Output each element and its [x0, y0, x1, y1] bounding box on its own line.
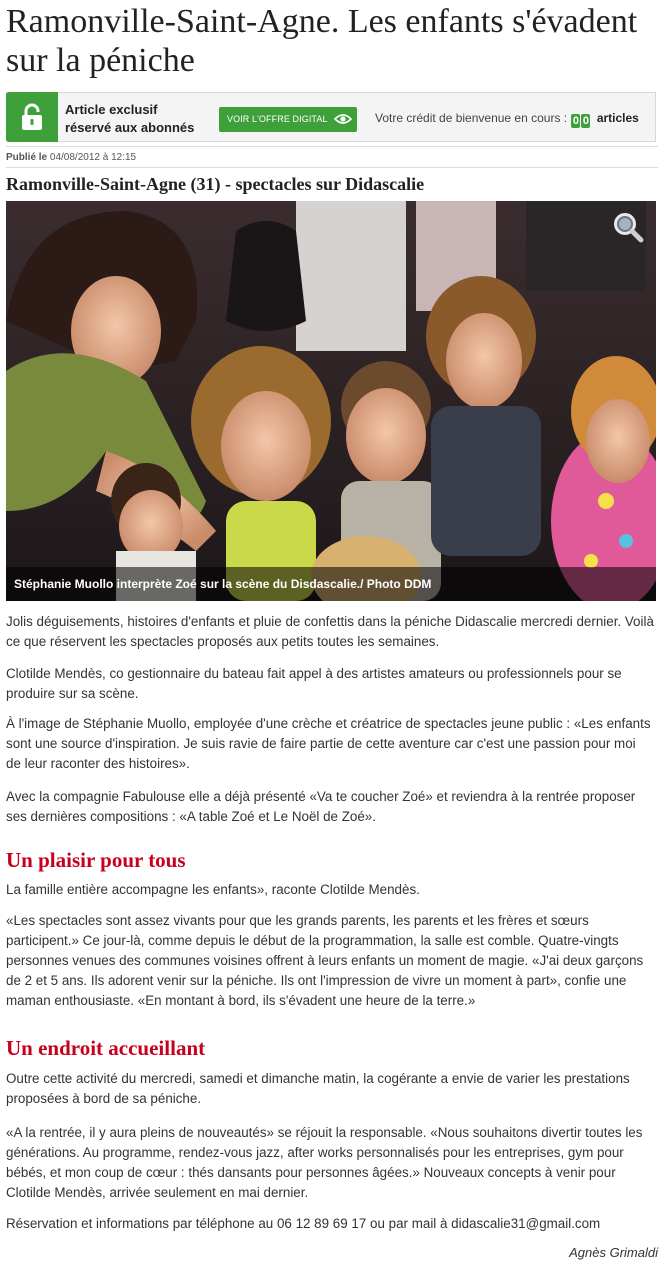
paragraph: Outre cette activité du mercredi, samedi et dimanche matin, la cogérante a envie de varier les prestations proposées à bord de sa péniche.: [6, 1071, 630, 1106]
exclusive-line-1: Article exclusif: [65, 102, 158, 117]
paragraph: Réservation et informations par téléphone au 06 12 89 69 17 ou par mail à didascalie31@gmail.com: [6, 1216, 601, 1231]
welcome-credit: [375, 111, 639, 128]
eye-icon: [334, 112, 352, 131]
digital-offer-button[interactable]: [219, 107, 357, 132]
divider: [6, 146, 658, 147]
published-label: Publié le: [6, 152, 48, 163]
credit-digit: 0: [572, 115, 580, 127]
credit-unit: articles: [596, 111, 639, 125]
article-title: Ramonville-Saint-Agne. Les enfants s'évadent sur la péniche: [6, 3, 638, 79]
subscriber-banner: [6, 92, 656, 142]
paragraph: À l'image de Stéphanie Muollo, employée d'une crèche et créatrice de spectacles jeune public : «Les enfants sont une source d'inspiration. Je suis ravie de faire partie de cette aventure car c'est une passion pour moi de leur raconter des histoires».: [6, 716, 651, 771]
section-heading: Un endroit accueillant: [6, 1036, 206, 1060]
paragraph: Jolis déguisements, histoires d'enfants et pluie de confettis dans la péniche Didascalie mercredi dernier. Voilà ce que réservent les spectacles proposés aux petits toutes les semaines.: [6, 614, 654, 649]
article-photo[interactable]: [6, 201, 656, 601]
article-subtitle: Ramonville-Saint-Agne (31) - spectacles sur Didascalie: [6, 174, 425, 194]
published-date: 04/08/2012 à 12:15: [49, 152, 137, 163]
photo-caption: Stéphanie Muollo interprète Zoé sur la scène du Disdascalie./ Photo DDM: [14, 577, 432, 591]
digital-offer-label: VOIR L'OFFRE DIGITAL: [227, 114, 328, 124]
author-signature: Agnès Grimaldi: [569, 1245, 658, 1260]
paragraph: Clotilde Mendès, co gestionnaire du bateau fait appel à des artistes amateurs ou professionnels pour se produire sur sa scène.: [6, 666, 622, 701]
credit-digit: 0: [582, 115, 590, 127]
exclusive-line-2: réservé aux abonnés: [65, 120, 195, 135]
zoom-icon[interactable]: [612, 211, 644, 248]
publish-date: [6, 152, 136, 163]
paragraph: «Les spectacles sont assez vivants pour que les grands parents, les parents et les frères et sœurs participent.» Ce jour-là, comme depuis le début de la programmation, la salle est comble. Quatre-vingts personnes venues des communes voisines offrent à leurs enfants un moment de magie. «J'ai deux garçons de 2 et 5 ans. Ils adorent venir sur la péniche. Ils ont l'impression de vivre un moment à part», confie une maman enthousiaste. «En montant à bord, ils s'évadent une heure de la terre.»: [6, 913, 644, 1008]
section-heading: Un plaisir pour tous: [6, 848, 186, 872]
credit-label: Votre crédit de bienvenue en cours :: [375, 111, 568, 125]
divider: [6, 167, 658, 168]
paragraph: La famille entière accompagne les enfants», raconte Clotilde Mendès.: [6, 882, 420, 897]
photo-caption-bar: [6, 567, 656, 601]
photo-scene: [6, 201, 656, 601]
paragraph: «A la rentrée, il y aura pleins de nouveautés» se réjouit la responsable. «Nous souhaitons divertir toutes les générations. Au programme, rendez-vous jazz, after works personnalisés pour les entreprises, gym pour bébés, et mon coup de cœur : thés dansants pour personnes âgées.» Nouveaux concepts à venir pour Clotilde Mendès, arrivée seulement en mai dernier.: [6, 1125, 643, 1200]
paragraph: Avec la compagnie Fabulouse elle a déjà présenté «Va te coucher Zoé» et reviendra à la rentrée proposer ses dernières compositions : «A table Zoé et Le Noël de Zoé».: [6, 789, 636, 824]
exclusive-label: [65, 101, 215, 137]
lock-badge: [6, 92, 58, 142]
